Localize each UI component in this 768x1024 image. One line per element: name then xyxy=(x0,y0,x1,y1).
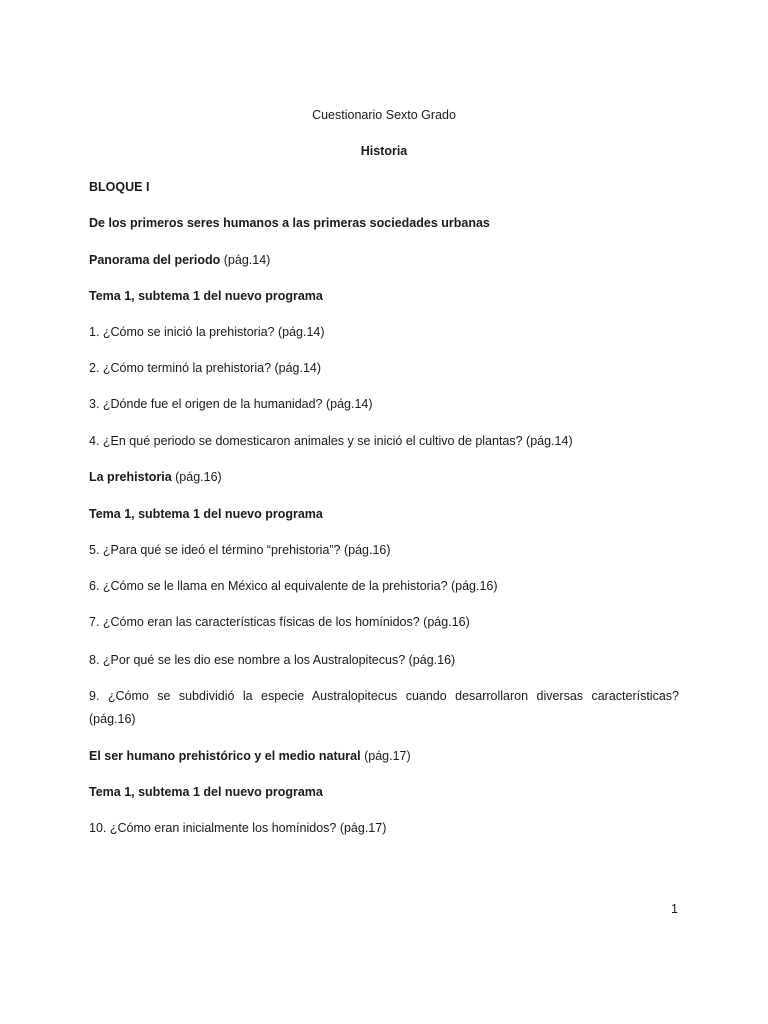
section-page-ref: (pág.14) xyxy=(220,253,271,267)
section-subheading: Tema 1, subtema 1 del nuevo programa xyxy=(89,785,323,799)
section-page-ref: (pág.17) xyxy=(360,749,411,763)
section-heading: El ser humano prehistórico y el medio natural xyxy=(89,749,361,763)
question-item: 9. ¿Cómo se subdividió la especie Australopitecus cuando desarrollaron diversas características? (pág.16) xyxy=(89,689,679,726)
section-heading-line xyxy=(89,749,679,764)
question-item: 6. ¿Cómo se le llama en México al equivalente de la prehistoria? (pág.16) xyxy=(89,579,498,593)
section-heading-line xyxy=(89,470,679,485)
section-subheading: Tema 1, subtema 1 del nuevo programa xyxy=(89,507,323,521)
question-item: 7. ¿Cómo eran las características físicas de los homínidos? (pág.16) xyxy=(89,615,470,629)
question-item: 10. ¿Cómo eran inicialmente los homínidos? (pág.17) xyxy=(89,821,387,835)
section-heading: La prehistoria xyxy=(89,470,172,484)
section-heading: Panorama del periodo xyxy=(89,253,221,267)
question-item: 5. ¿Para qué se ideó el término “prehistoria”? (pág.16) xyxy=(89,543,391,557)
block-heading: BLOQUE I xyxy=(89,180,150,194)
section-page-ref: (pág.16) xyxy=(171,470,222,484)
section-subheading: Tema 1, subtema 1 del nuevo programa xyxy=(89,289,323,303)
page-number: 1 xyxy=(671,902,678,916)
subject-heading: Historia xyxy=(360,144,408,158)
document-title: Cuestionario Sexto Grado xyxy=(312,108,456,122)
section-heading-line xyxy=(89,253,679,268)
question-item: 2. ¿Cómo terminó la prehistoria? (pág.14) xyxy=(89,361,322,375)
question-item: 3. ¿Dónde fue el origen de la humanidad? (pág.14) xyxy=(89,397,373,411)
question-item: 4. ¿En qué periodo se domesticaron animales y se inició el cultivo de plantas? (pág.14) xyxy=(89,434,573,448)
block-title: De los primeros seres humanos a las primeras sociedades urbanas xyxy=(89,216,490,230)
question-item: 8. ¿Por qué se les dio ese nombre a los Australopitecus? (pág.16) xyxy=(89,653,456,667)
question-item: 1. ¿Cómo se inició la prehistoria? (pág.14) xyxy=(89,325,325,339)
